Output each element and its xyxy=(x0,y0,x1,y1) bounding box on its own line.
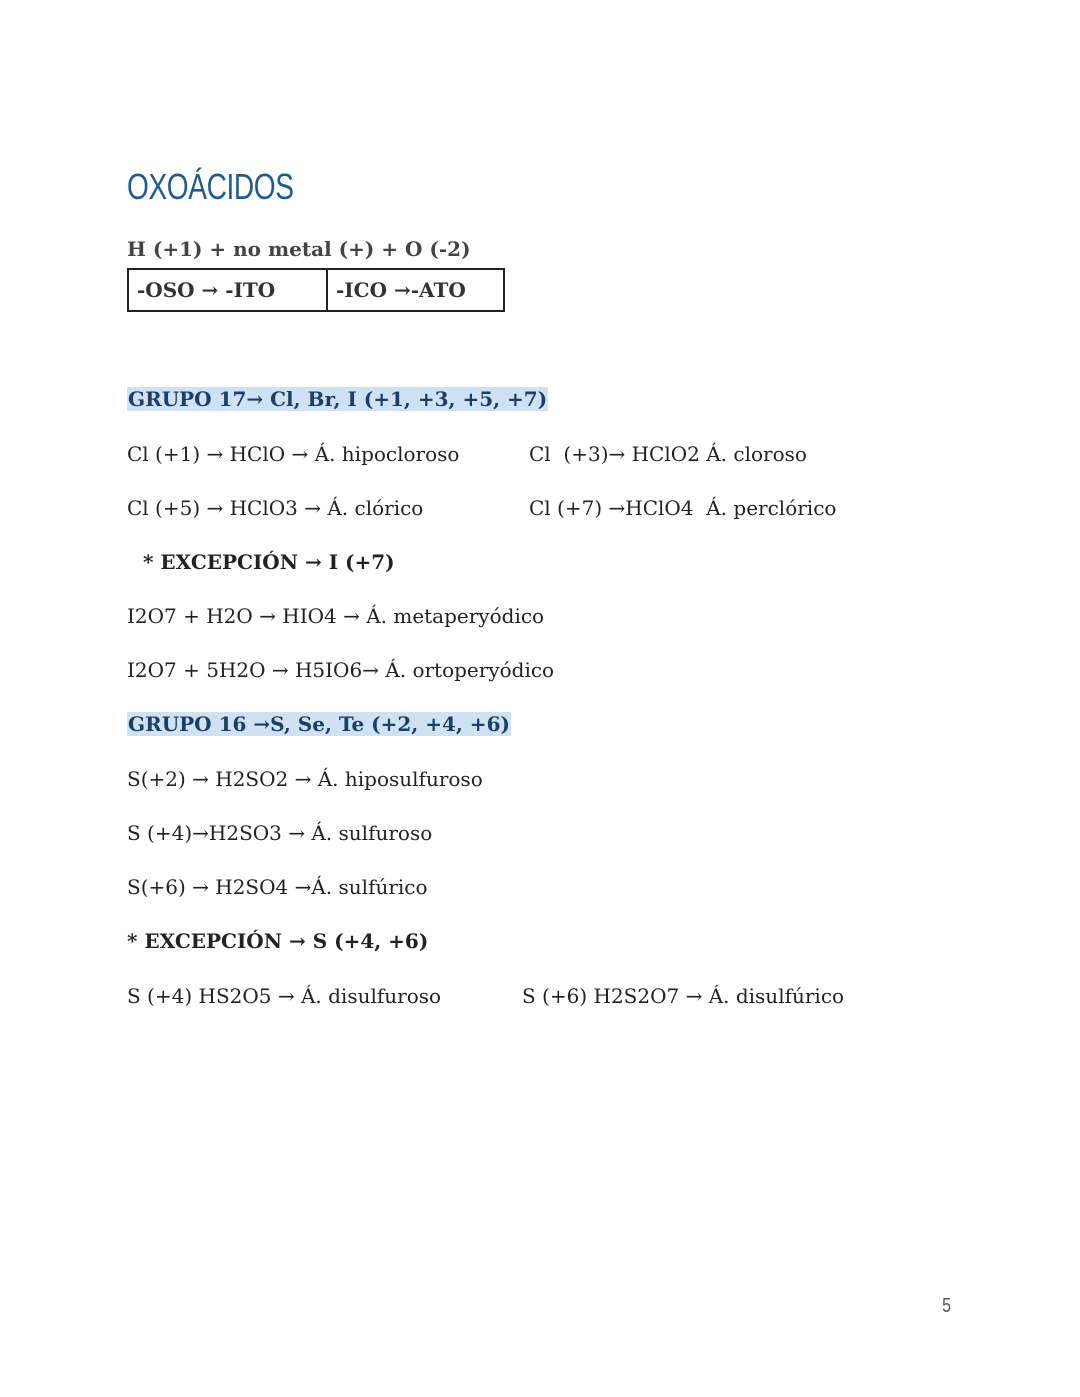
group17-exception: * EXCEPCIÓN → I (+7) xyxy=(143,550,395,574)
suffix-ico-ato: -ICO →-ATO xyxy=(327,269,504,311)
general-formula: H (+1) + no metal (+) + O (-2) xyxy=(127,237,471,261)
exception-line: I2O7 + H2O → HIO4 → Á. metaperyódico xyxy=(127,604,545,628)
group17-line: Cl (+7) →HClO4 Á. perclórico xyxy=(529,496,837,520)
group16-exception: * EXCEPCIÓN → S (+4, +6) xyxy=(127,929,429,953)
group16-heading: GRUPO 16 →S, Se, Te (+2, +4, +6) xyxy=(128,712,510,736)
suffix-oso-ito: -OSO → -ITO xyxy=(128,269,327,311)
group17-line: Cl (+5) → HClO3 → Á. clórico xyxy=(127,496,424,520)
exception-line: S (+4) HS2O5 → Á. disulfuroso xyxy=(127,984,442,1008)
exception-line: S (+6) H2S2O7 → Á. disulfúrico xyxy=(522,984,845,1008)
group17-heading: GRUPO 17→ Cl, Br, I (+1, +3, +5, +7) xyxy=(128,387,548,411)
group16-line: S(+6) → H2SO4 →Á. sulfúrico xyxy=(127,875,428,899)
exception-line: I2O7 + 5H2O → H5IO6→ Á. ortoperyódico xyxy=(127,658,555,682)
group17-line: Cl (+3)→ HClO2 Á. cloroso xyxy=(529,442,807,466)
group17-line: Cl (+1) → HClO → Á. hipocloroso xyxy=(127,442,460,466)
page-number: 5 xyxy=(942,1295,952,1317)
page-title: OXOÁCIDOS xyxy=(127,166,294,207)
suffix-table xyxy=(127,268,505,312)
group16-line: S(+2) → H2SO2 → Á. hiposulfuroso xyxy=(127,767,483,791)
group16-line: S (+4)→H2SO3 → Á. sulfuroso xyxy=(127,821,433,845)
